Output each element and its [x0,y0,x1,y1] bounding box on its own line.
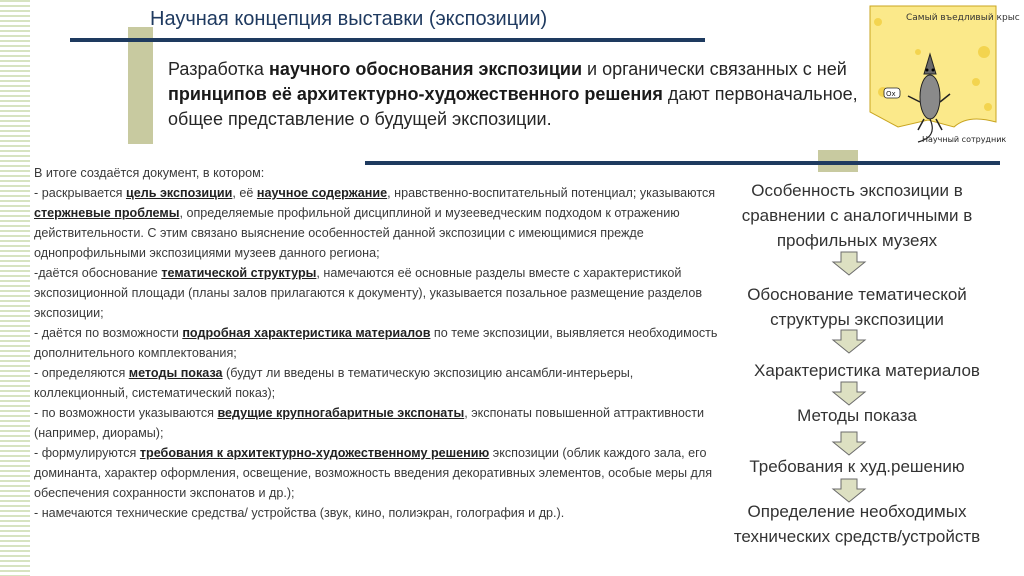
title-divider [70,38,705,42]
body-item [34,403,724,443]
intro-text: и органически связанных с ней [582,59,847,79]
body-text-span: -даётся обоснование [34,266,162,280]
body-item [34,183,724,263]
cartoon-caption-top: Самый въедливый крыс [906,13,1020,23]
body-lead: В итоге создаётся документ, в котором: [34,166,265,180]
body-keyword: ведущие крупногабаритные экспонаты [217,406,465,420]
flow-step-methods: Методы показа [797,406,917,425]
intro-bold: принципов её архитектурно-художественного решения [168,84,663,104]
down-arrow-icon [831,432,867,456]
body-text-span: (будут ли введены в тематическую экспозицию ансамбли-интерьеры, коллекционный, систематический показ); [34,366,634,400]
flow-step-structure: Обоснование тематической структуры экспозиции [747,285,967,329]
body-text-span: , нравственно-воспитательный потенциал; указываются [387,186,716,200]
body-keyword: методы показа [128,366,223,380]
cartoon-caption-bottom: Научный сотрудник [922,135,1007,144]
body-item [34,443,724,503]
body-text-span: , экспонаты повышенной аттрактивности (например, диорамы); [34,406,705,440]
intro-bold: научного обоснования экспозиции [268,59,583,79]
flow-step-art-requirements: Требования к худ.решению [749,457,965,476]
body-keyword: цель экспозиции [125,186,233,200]
body-text-span: - определяются [34,366,129,380]
body-keyword: тематической структуры [161,266,317,280]
body-item [34,263,724,323]
intro-text: Разработка [168,59,269,79]
body-text-span: , её [232,186,257,200]
body-item [34,323,724,363]
body-text-span: по теме экспозиции, выявляется необходимость дополнительного комплектования; [34,326,718,360]
body-text-span: , намечаются её основные разделы вместе с характеристикой экспозиционной площади (планы залов прилагаются к документу), указывается позальное размещение разделов экспозиции; [34,266,703,320]
flow-step-technical-means: Определение необходимых технических средств/устройств [733,502,981,546]
body-text-span: - по возможности указываются [34,406,218,420]
cartoon-illustration [858,2,1020,158]
body-keyword: требования к архитектурно-художественному решению [139,446,490,460]
down-arrow-icon [831,330,867,354]
body-text-span: - формулируются [34,446,140,460]
body-keyword: научное содержание [256,186,388,200]
decorative-stripes [0,0,30,576]
intro-paragraph [168,57,858,132]
body-text-span: - даётся по возможности [34,326,183,340]
body-text-span: , определяемые профильной дисциплиной и музееведческим подходом к отражению действительности. С этим связано выяснение особенностей данной экспозиции с имеющимися прежде однопрофильными экспозициями музеев данного региона; [34,206,680,260]
flow-step-features: Особенность экспозиции в сравнении с аналогичными в профильных музеях [741,181,973,250]
down-arrow-icon [831,252,867,276]
body-text-span: экспозиции (облик каждого зала, его доминанта, характер оформления, освещение, возможность введения декоративных элементов, особые меры для обеспечения сохранности экспонатов и др.); [34,446,713,500]
flow-step-materials: Характеристика материалов [754,361,980,380]
cartoon-speech: Ох [886,90,896,98]
body-item [34,363,724,403]
document-description [34,163,724,523]
body-item: - намечаются технические средства/ устройства (звук, кино, полиэкран, голография и др.). [34,506,565,520]
page-title: Научная концепция выставки (экспозиции) [150,8,548,30]
intro-text: дают первоначальное, общее представление о будущей экспозиции. [168,84,858,129]
decorative-olive-block [128,27,153,144]
body-keyword: подробная характеристика материалов [182,326,431,340]
body-text-span: - раскрывается [34,186,126,200]
body-keyword: стержневые проблемы [34,206,180,220]
